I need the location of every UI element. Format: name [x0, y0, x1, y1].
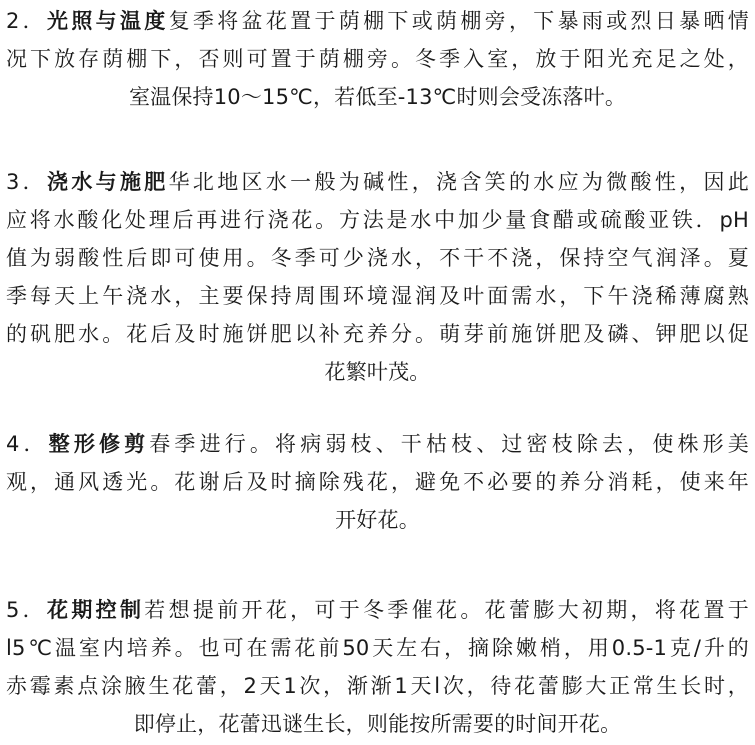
section-heading: 整形修剪 — [48, 432, 150, 456]
paragraph-line: 值为弱酸性后即可使用。冬季可少浇水，不干不浇，保持空气润泽。夏 — [6, 246, 749, 270]
paragraph-line — [6, 591, 749, 629]
paragraph-line: 的矾肥水。花后及时施饼肥以补充养分。萌芽前施饼肥及磷、钾肥以促 — [6, 322, 749, 346]
paragraph-line — [6, 2, 749, 40]
section-heading: 光照与温度 — [47, 9, 169, 33]
paragraph-line: 开好花。 — [335, 508, 420, 532]
paragraph-line: 赤霉素点涂腋生花蕾，2天1次，渐渐1天l次，待花蕾膨大正常生长时， — [6, 674, 749, 698]
section-heading: 浇水与施肥 — [47, 170, 169, 194]
section-heading: 花期控制 — [47, 598, 145, 622]
paragraph-pruning — [6, 425, 749, 539]
paragraph-line: 室温保持10～15℃，若低至-13℃时则会受冻落叶。 — [128, 85, 627, 109]
paragraph-light-temperature — [6, 2, 749, 116]
paragraph-text: 若想提前开花，可于冬季催花。花蕾膨大初期，将花置于 — [144, 598, 750, 622]
paragraph-line: 观，通风透光。花谢后及时摘除残花，避免不必要的养分消耗，使来年 — [6, 470, 749, 494]
section-number: 3． — [6, 170, 47, 194]
paragraph-line: 应将水酸化处理后再进行浇花。方法是水中加少量食醋或硫酸亚铁．pH — [6, 208, 749, 232]
section-number: 4． — [6, 432, 49, 456]
paragraph-line — [6, 163, 749, 201]
paragraph-flowering-control — [6, 591, 749, 743]
section-number: 2． — [6, 9, 47, 33]
paragraph-watering-fertilizing — [6, 163, 749, 391]
section-number: 5． — [6, 598, 47, 622]
paragraph-text: 复季将盆花置于荫棚下或荫棚旁，下暴雨或烈日暴晒情 — [168, 9, 749, 33]
paragraph-line: 即停止，花蕾迅谜生长，则能按所需要的时间开花。 — [133, 712, 622, 736]
paragraph-text: 华北地区水一般为碱性，浇含笑的水应为微酸性，因此 — [168, 170, 749, 194]
paragraph-line: 况下放存荫棚下，否则可置于荫棚旁。冬季入室，放于阳光充足之处， — [6, 47, 749, 71]
paragraph-line: 花繁叶茂。 — [324, 360, 431, 384]
paragraph-line: 季每天上午浇水，主要保持周围环境湿润及叶面需水，下午浇稀薄腐熟 — [6, 284, 749, 308]
paragraph-line — [6, 425, 749, 463]
paragraph-line: l5℃温室内培养。也可在需花前50天左右，摘除嫩梢，用0.5-1克/升的 — [6, 636, 749, 660]
paragraph-text: 春季进行。将病弱枝、干枯枝、过密枝除去，使株形美 — [149, 432, 749, 456]
